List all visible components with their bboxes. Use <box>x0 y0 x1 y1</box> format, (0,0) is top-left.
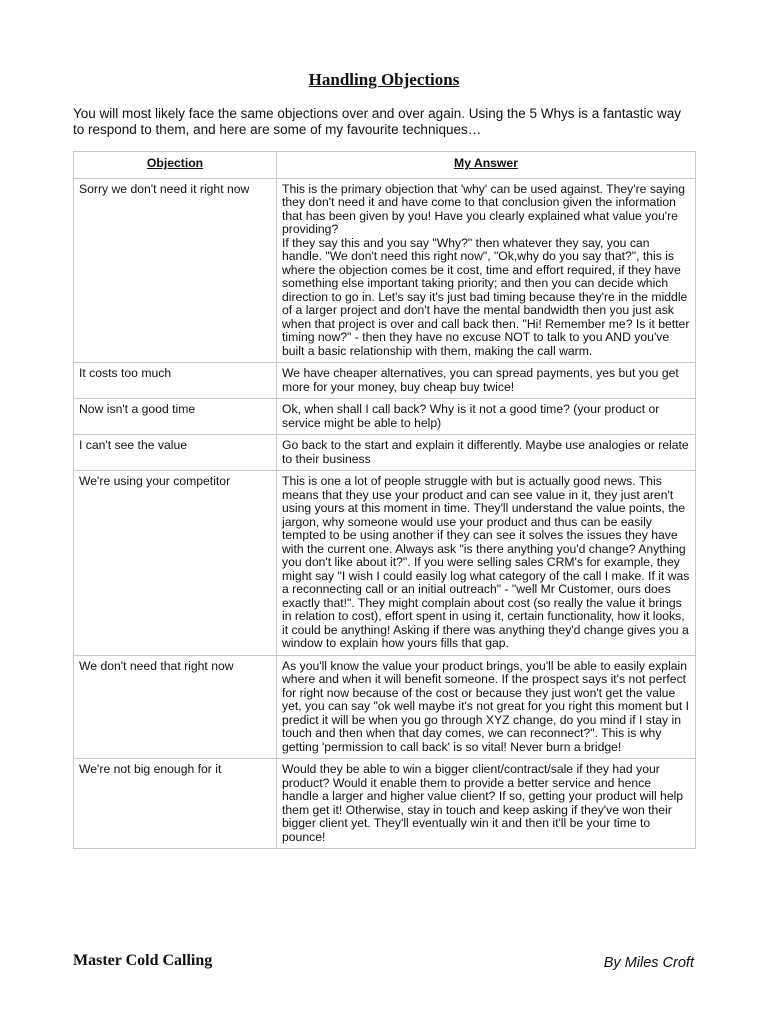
table-row <box>74 399 696 435</box>
table-row <box>74 471 696 656</box>
answer-cell: This is the primary objection that 'why' can be used against. They're saying they don't need it and have come to that conclusion given the information that has been given by you! Have you clearly explained what value you're providing? If they say this and you say "Why?" then whatever they say, you can handle. "We don't need this right now", "Ok,why do you say that?", this is where the objection comes be it cost, time and effort required, if they have something else important taking priority; and then you can decide which direction to go in. Let's say it's just bad timing because they're in the middle of a larger project and don't have the mental bandwidth then you just ask when that project is over and call back then. "Hi! Remember me? Is it better timing now?" - then they have no excuse NOT to talk to you AND you've built a basic relationship with them, making the call warm. <box>277 178 696 363</box>
objection-cell: We're not big enough for it <box>74 759 277 849</box>
intro-paragraph: You will most likely face the same objections over and over again. Using the 5 Whys is a fantastic way to respond to them, and here are some of my favourite techniques… <box>73 106 682 137</box>
objection-cell: Now isn't a good time <box>74 399 277 435</box>
answer-cell: Would they be able to win a bigger client/contract/sale if they had your product? Would it enable them to provide a better service and hence handle a larger and higher value client? If so, getting your product will help them get it! Otherwise, stay in touch and keep asking if they've won their bigger client yet. They'll eventually win it and then it'll be your time to pounce! <box>277 759 696 849</box>
table-row <box>74 759 696 849</box>
table-header-row <box>74 152 696 179</box>
table-row <box>74 363 696 399</box>
answer-cell: Go back to the start and explain it differently. Maybe use analogies or relate to their business <box>277 435 696 471</box>
answer-cell: We have cheaper alternatives, you can spread payments, yes but you get more for your money, buy cheap buy twice! <box>277 363 696 399</box>
table-row <box>74 178 696 363</box>
objection-cell: It costs too much <box>74 363 277 399</box>
column-header-answer: My Answer <box>277 152 696 179</box>
objection-cell: We don't need that right now <box>74 655 277 759</box>
objections-table <box>73 151 696 849</box>
objection-cell: Sorry we don't need it right now <box>74 178 277 363</box>
answer-cell: This is one a lot of people struggle with but is actually good news. This means that they use your product and can see value in it, they just aren't using yours at this moment in time. They'll understand the value points, the jargon, why someone would use your product and thus can be easily tempted to be using another if they can see it solves the issues they have with the current one. Always ask "is there anything you'd change? Anything you don't like about it?". If you were selling sales CRM's for example, they might say "I wish I could easily log what category of the call I make. If it was a reconnecting call or an initial outreach" - "well Mr Customer, ours does exactly that!". They might complain about cost (so really the value it brings in relation to cost), effort spent in using it, certain functionality, how it looks, it could be anything! Asking if there was anything they'd change gives you a window to explain how yours fills that gap. <box>277 471 696 656</box>
objection-cell: We're using your competitor <box>74 471 277 656</box>
footer-author: By Miles Croft <box>603 955 694 971</box>
page-title: Handling Objections <box>308 70 460 89</box>
answer-cell: As you'll know the value your product brings, you'll be able to easily explain where and when it will benefit someone. If the prospect says it's not perfect for right now because of the cost or because they just won't get the value yet, you can say "ok well maybe it's not great for you right this moment but I predict it will be when you go through XYZ change, do you mind if I stay in touch and then when that day comes, we can reconnect?". This is why getting 'permission to call back' is so vital! Never burn a bridge! <box>277 655 696 759</box>
table-row <box>74 655 696 759</box>
column-header-objection: Objection <box>74 152 277 179</box>
table-row <box>74 435 696 471</box>
answer-cell: Ok, when shall I call back? Why is it not a good time? (your product or service might be able to help) <box>277 399 696 435</box>
objection-cell: I can't see the value <box>74 435 277 471</box>
footer-brand: Master Cold Calling <box>73 952 213 969</box>
